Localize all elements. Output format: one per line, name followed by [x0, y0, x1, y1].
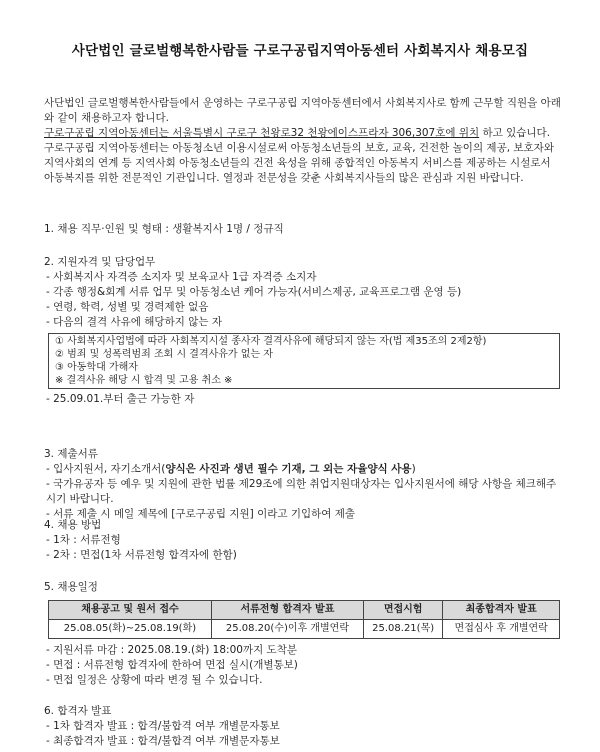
schedule-note: - 면접 : 서류전형 합격자에 한하여 면접 실시(개별통보): [46, 659, 298, 671]
intro-paragraph-3: 구로구공립 지역아동센터는 아동청소년 이용시설로써 아동청소년들의 보호, 교육, 건전한 놀이의 제공, 보호자와 지역사회의 연계 등 지역사회 아동청소년들의 건전 육성을 위해 종합적인 아동복지 서비스를 제공하는 시설로서 아동복지를 위한 전문적인 기관입니다. 열정과 전문성을 갖춘 사회복지사들의 많은 관심과 지원 바랍니다.: [44, 142, 554, 184]
section-3: [44, 447, 564, 522]
qualification-line: - 사회복지사 자격증 소지자 및 보육교사 1급 자격증 소지자: [46, 271, 317, 283]
schedule-cell: 25.08.21(목): [363, 620, 442, 639]
intro-paragraph-2-rest: 하고 있습니다.: [479, 127, 551, 139]
disqualification-note: ※ 결격사유 해당 시 합격 및 고용 취소 ※: [55, 375, 233, 386]
schedule-cell: 25.08.20(수)이후 개별연락: [211, 620, 363, 639]
method-line: - 1차 : 서류전형: [46, 534, 121, 546]
announcement-line: - 1차 합격자 발표 : 합격/불합격 여부 개별문자통보: [46, 720, 280, 732]
schedule-header-cell: 채용공고 및 원서 접수: [49, 601, 212, 620]
documents-line: - 서류 제출 시 메일 제목에 [구로구공립 지원] 이라고 기입하여 제출: [46, 508, 356, 520]
schedule-cell: 면접심사 후 개별연락: [443, 620, 560, 639]
schedule-note: - 지원서류 마감 : 2025.08.19.(화) 18:00까지 도착분: [46, 644, 297, 656]
section-1-heading: 1. 채용 직무·인원 및 형태 : 생활복지사 1명 / 정규직: [44, 223, 284, 235]
section-2: [44, 255, 564, 407]
schedule-header-cell: 면접시험: [363, 601, 442, 620]
documents-line: - 국가유공자 등 예우 및 지원에 관한 법률 제29조에 의한 취업지원대상자는 입사지원서에 해당 사항을 체크해주시기 바랍니다.: [46, 478, 557, 505]
schedule-table: [48, 600, 560, 639]
disqualification-item: ② 범죄 및 성폭력범죄 조회 시 결격사유가 없는 자: [55, 349, 273, 360]
section-4: [44, 518, 564, 563]
disqualification-item: ① 사회복지사업법에 따라 사회복지시설 종사자 결격사유에 해당되지 않는 자(법 제35조의 2제2항): [55, 336, 487, 347]
section-1: [44, 222, 564, 237]
disqualification-item: ③ 아동학대 가해자: [55, 362, 138, 373]
section-4-heading: 4. 채용 방법: [44, 519, 102, 531]
documents-line-bold: 양식은 사진과 생년 필수 기재, 그 외는 자율양식 사용: [165, 463, 412, 475]
schedule-cell: 25.08.05(화)~25.08.19(화): [49, 620, 212, 639]
section-6-heading: 6. 합격자 발표: [44, 705, 112, 717]
schedule-note: - 면접 일정은 상황에 따라 변경 될 수 있습니다.: [46, 674, 263, 686]
section-5-heading: 5. 채용일정: [44, 581, 98, 593]
page-title: 사단법인 글로벌행복한사람들 구로구공립지역아동센터 사회복지사 채용모집: [71, 43, 529, 59]
documents-line: [44, 462, 564, 477]
announcement-line: - 최종합격자 발표 : 합격/불합격 여부 개별문자통보: [46, 735, 280, 747]
intro-address: 구로구공립 지역아동센터는 서울특별시 구로구 천왕로32 천왕에이스프라자 306,307호에 위치: [44, 127, 480, 139]
intro-paragraph-1: 사단법인 글로벌행복한사람들에서 운영하는 구로구공립 지역아동센터에서 사회복지사로 함께 근무할 직원을 아래와 같이 채용하고자 합니다.: [44, 97, 561, 124]
documents-line-pre: - 입사지원서, 자기소개서(: [46, 463, 166, 475]
schedule-header-row: [49, 601, 560, 620]
qualification-line: - 다음의 결격 사유에 해당하지 않는 자: [46, 316, 222, 328]
schedule-header-cell: 최종합격자 발표: [443, 601, 560, 620]
section-5: [44, 580, 564, 688]
schedule-row: [49, 620, 560, 639]
intro-paragraph-2: [44, 126, 564, 141]
schedule-header-cell: 서류전형 합격자 발표: [211, 601, 363, 620]
method-line: - 2차 : 면접(1차 서류전형 합격자에 한함): [46, 549, 237, 561]
qualification-line: - 각종 행정&회계 서류 업무 및 아동청소년 케어 가능자(서비스제공, 교육프로그램 운영 등): [46, 286, 462, 298]
intro: [44, 96, 564, 186]
disqualification-box: [48, 333, 560, 389]
section-2-heading: 2. 지원자격 및 담당업무: [44, 256, 156, 268]
documents-line-post: ): [411, 463, 416, 475]
section-6: [44, 704, 564, 749]
section-3-heading: 3. 제출서류: [44, 448, 98, 460]
qualification-line: - 연령, 학력, 성별 및 경력제한 없음: [46, 301, 209, 313]
start-date-line: - 25.09.01.부터 출근 가능한 자: [46, 393, 195, 405]
